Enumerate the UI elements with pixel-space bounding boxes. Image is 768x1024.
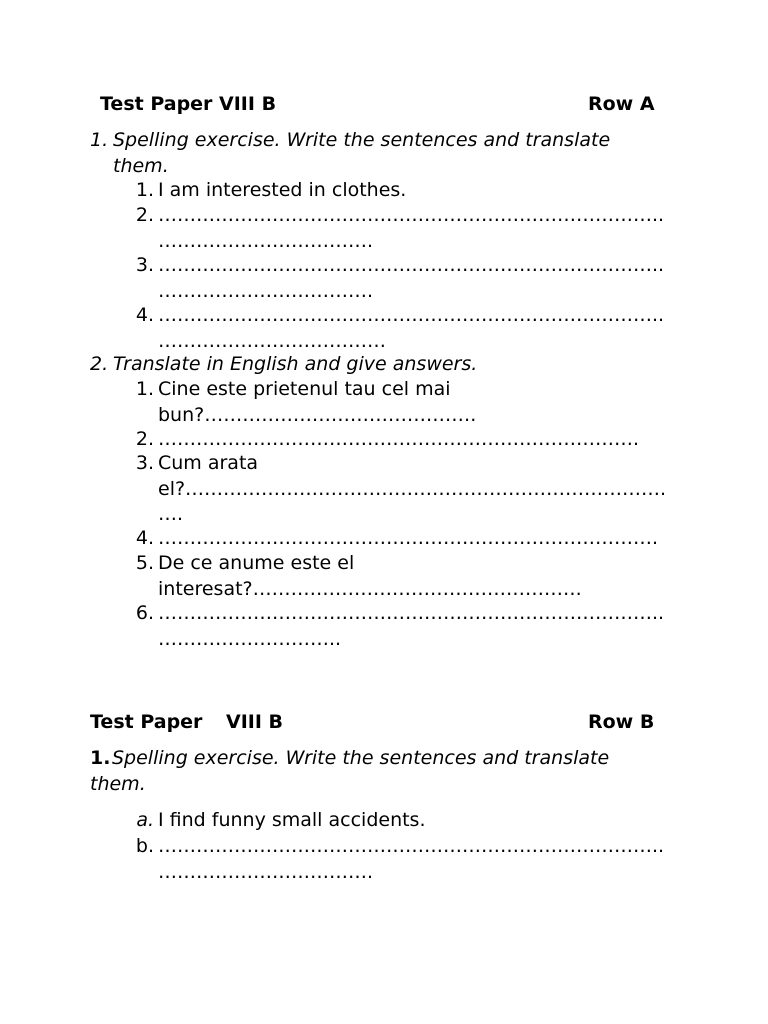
ex1-b-instruction-line2: them. bbox=[90, 773, 146, 795]
list-item-number: 2. bbox=[135, 428, 154, 450]
list-item-text: De ce anume este el bbox=[158, 552, 355, 574]
ex2-number: 2. bbox=[90, 353, 109, 375]
list-item-number: 1. bbox=[135, 179, 154, 201]
list-item-blank: …………………………………………………………………. bbox=[158, 428, 640, 450]
list-item-text: bun?……………………………………. bbox=[158, 404, 477, 426]
ex1-b-instruction-line1: Spelling exercise. Write the sentences and translate bbox=[112, 747, 610, 769]
list-item-number: 1. bbox=[135, 378, 154, 400]
list-item-number: 4. bbox=[135, 527, 154, 549]
list-item-number: 2. bbox=[135, 204, 154, 226]
list-item-blank: ……………………….. bbox=[158, 628, 342, 650]
list-item-text: Cum arata bbox=[158, 452, 259, 474]
list-item-letter: a. bbox=[136, 809, 154, 831]
list-item-text: interesat?……………………………………………. bbox=[158, 578, 582, 600]
list-item-blank: …………………………………………………………………….. bbox=[158, 835, 665, 857]
list-item-text: I am interested in clothes. bbox=[158, 179, 407, 201]
ex1-number: 1. bbox=[90, 129, 109, 151]
list-item-blank: ……………………………… bbox=[158, 330, 386, 352]
list-item-blank: ……………………………. bbox=[158, 861, 374, 883]
list-item-text: I find funny small accidents. bbox=[158, 809, 426, 831]
ex1-b-number: 1. bbox=[90, 747, 111, 769]
list-item-text: el?…………………………………………………………………. bbox=[158, 478, 667, 500]
list-item-number: 6. bbox=[135, 602, 154, 624]
list-item-blank: …………………………………………………………………….. bbox=[158, 204, 665, 226]
ex1-instruction-line1: Spelling exercise. Write the sentences and translate bbox=[113, 129, 611, 151]
ex1-instruction-line2: them. bbox=[113, 155, 169, 177]
section-a-row: Row A bbox=[588, 93, 655, 115]
list-item-blank: …………………………………………………………………….. bbox=[158, 304, 665, 326]
list-item-letter: b. bbox=[135, 835, 154, 857]
list-item-text: …. bbox=[158, 503, 184, 525]
list-item-number: 3. bbox=[135, 254, 154, 276]
ex2-instruction: Translate in English and give answers. bbox=[113, 353, 478, 375]
section-b-title-class: VIII B bbox=[226, 711, 284, 733]
list-item-number: 3. bbox=[135, 452, 154, 474]
list-item-number: 5. bbox=[135, 552, 154, 574]
section-a-title: Test Paper VIII B bbox=[100, 93, 277, 115]
list-item-blank: ……………………………………………………………………. bbox=[158, 527, 659, 549]
list-item-number: 4. bbox=[135, 304, 154, 326]
section-b-title: Test Paper bbox=[90, 711, 203, 733]
list-item-blank: …………………………………………………………………….. bbox=[158, 602, 665, 624]
section-b-row: Row B bbox=[588, 711, 655, 733]
list-item-blank: …………………………………………………………………….. bbox=[158, 254, 665, 276]
list-item-blank: ……………………………. bbox=[158, 280, 374, 302]
list-item-blank: ……………………………. bbox=[158, 230, 374, 252]
list-item-text: Cine este prietenul tau cel mai bbox=[158, 378, 451, 400]
